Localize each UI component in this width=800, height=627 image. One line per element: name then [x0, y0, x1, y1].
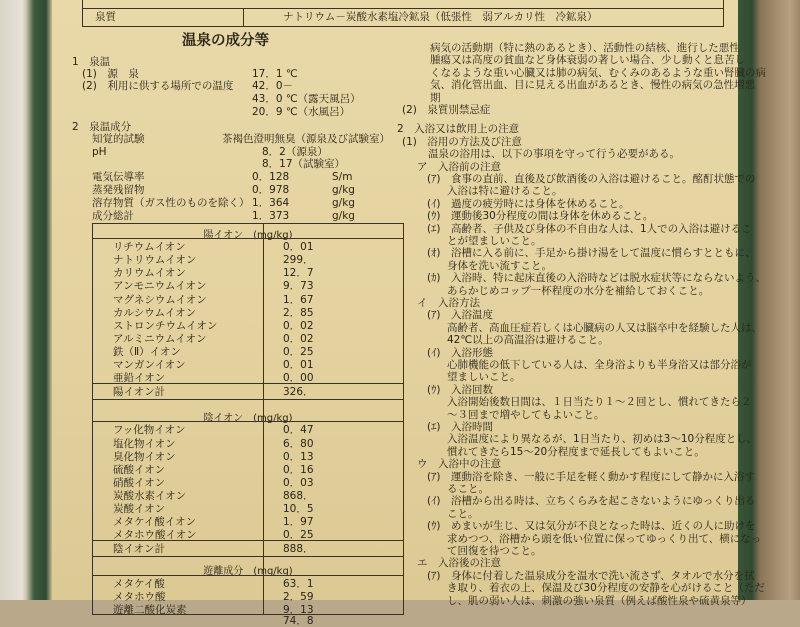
conductivity-label: 電気伝導率	[92, 171, 145, 183]
notice-text-line: 2 入浴又は飲用上の注意	[397, 123, 520, 136]
ion-value: 0．47	[283, 424, 314, 437]
ion-total-label: 陰イオン計	[113, 543, 166, 556]
ion-value: 0．01	[283, 241, 314, 254]
use-temp-label: (2) 利用に供する場所での温度	[82, 80, 234, 92]
anion-total-row	[93, 541, 403, 554]
notice-text-line: とが望ましいこと。	[447, 235, 542, 247]
notice-text-line: (ｳ) めまいが生じ、又は気分が不良となった時は、近くの人に助けを	[427, 520, 756, 533]
ion-value: 0．13	[283, 450, 314, 463]
notice-text-line: こと。	[447, 507, 479, 520]
ion-value: 0．25	[283, 345, 314, 358]
ion-table-rule	[93, 556, 403, 557]
ion-value: 0．25	[283, 529, 314, 542]
ion-value: 0．01	[283, 359, 314, 371]
ion-total-value: 326．	[283, 386, 314, 399]
anion-row	[93, 501, 403, 514]
ion-name: 炭酸水素イオン	[113, 489, 187, 502]
cation-row	[93, 278, 403, 291]
ion-total-value: 888．	[283, 543, 314, 556]
temp-heading: 1 泉温	[72, 56, 111, 68]
residue-value: 0．978	[252, 184, 290, 196]
ion-name: 塩化物イオン	[113, 437, 176, 450]
notice-text-line: 気、消化管出血、目に見える出血があるとき、慢性の病気の急性増悪	[430, 79, 756, 92]
sensory-test-label: 知覚的試験	[92, 133, 145, 145]
notice-text-line: 心肺機能の低下している人は、全身浴よりも半身浴又は部分浴が	[447, 359, 752, 371]
notice-text-line: (ｵ) 浴槽に入る前に、手足から掛け湯をして温度に慣らすとともに、	[427, 247, 756, 260]
ph-label: pH	[92, 146, 107, 158]
notice-text-line: エ 入浴後の注意	[417, 557, 501, 570]
ion-name: 硝酸イオン	[113, 476, 166, 489]
anion-header: 陰イオン (mg/kg)	[203, 413, 293, 425]
ion-name: メタケイ酸	[113, 577, 165, 590]
dissolved-value: 1．364	[252, 197, 290, 209]
anion-row	[93, 449, 403, 462]
free-component-header: 遊離成分 (mg/kg)	[203, 566, 293, 578]
cation-row	[93, 357, 403, 370]
ion-value: 9．13	[283, 603, 314, 616]
ion-value: 12．7	[283, 267, 314, 280]
anion-row	[93, 462, 403, 475]
ion-name: 臭化物イオン	[113, 450, 176, 463]
ion-value: 0．03	[283, 476, 314, 489]
ion-value: 2．59	[283, 590, 314, 603]
cation-row	[93, 370, 403, 383]
dissolved-unit: g/kg	[332, 197, 355, 209]
cation-row	[93, 252, 403, 265]
notice-text-line: イ 入浴方法	[417, 297, 480, 309]
ion-name: 遊離二酸化炭素	[113, 603, 187, 616]
total-value: 1．373	[252, 210, 290, 222]
spring-quality-header	[82, 0, 724, 27]
ion-value: 63．1	[283, 577, 314, 590]
notice-text-line: 入浴は特に避けること。	[447, 185, 563, 198]
ion-value: 0．16	[283, 463, 314, 476]
notice-text-line: (ｲ) 過度の疲労時には身体を休めること。	[427, 197, 630, 210]
free-component-row	[93, 589, 403, 602]
section-title: 温泉の成分等	[182, 33, 269, 49]
ion-name: ストロンチウムイオン	[113, 319, 218, 332]
source-temp-value: 17．1 ℃	[252, 68, 298, 80]
anion-row	[93, 514, 403, 527]
ion-table	[92, 223, 404, 627]
notice-text-line: ア 入浴前の注意	[417, 160, 501, 173]
notice-text-line: くなるような重い心臓又は肺の病気、むくみのあるような重い腎臓の病	[430, 66, 766, 79]
notice-text-line: 期	[430, 91, 441, 104]
notice-text-line: 望ましいこと。	[447, 371, 521, 384]
notice-text-line: (ｲ) 入浴形態	[427, 346, 493, 359]
ion-value: 868．	[283, 489, 314, 502]
notice-text-line: ～３回まで増やしてもよいこと。	[447, 408, 605, 421]
ion-value: 9．73	[283, 280, 314, 293]
ion-name: アンモニウムイオン	[113, 280, 207, 293]
conductivity-value: 0．128	[252, 171, 290, 183]
notice-text-line: (ｴ) 高齢者、子供及び身体の不自由な人は、1人での入浴は避けるこ	[427, 222, 752, 235]
notice-text-line: (2) 泉質別禁忌症	[402, 104, 491, 116]
notice-board	[52, 0, 766, 627]
free-component-row	[93, 576, 403, 589]
ion-name: マンガンイオン	[113, 359, 186, 371]
cation-total-row	[93, 384, 403, 397]
sensory-test-value: 茶褐色澄明無臭（源泉及び試験室）	[222, 133, 390, 145]
cation-row	[93, 305, 403, 318]
notice-text-line: (ｳ) 運動後30分程度の間は身体を休めること。	[427, 210, 654, 223]
ion-name: フッ化物イオン	[113, 424, 186, 437]
ion-name: アルミニウムイオン	[113, 332, 207, 345]
ion-value: 299．	[283, 254, 314, 267]
notice-text-line: (1) 浴用の方法及び注意	[402, 135, 522, 148]
ion-name: 鉄（Ⅱ）イオン	[113, 345, 181, 358]
notice-text-line: て回復を待つこと。	[447, 545, 542, 557]
notice-text-line: 高齢者、高血圧症若しくは心臓病の人又は脳卒中を経験した人は、	[447, 321, 762, 334]
cation-row	[93, 239, 403, 252]
conductivity-unit: S/m	[332, 171, 353, 183]
ion-total-label: 陽イオン計	[113, 386, 166, 399]
spring-quality-label: 泉質	[95, 11, 116, 23]
total-unit: g/kg	[332, 210, 355, 222]
cation-row	[93, 265, 403, 278]
ion-table-rule	[93, 399, 403, 400]
cation-row	[93, 331, 403, 344]
dissolved-label: 溶存物質（ガス性のものを除く）	[92, 197, 250, 209]
ion-value: 0．00	[283, 372, 314, 385]
anion-row	[93, 475, 403, 488]
free-partial-value: 74．8	[283, 614, 314, 627]
cation-row	[93, 318, 403, 331]
notice-text-line: (ｳ) 入浴回数	[427, 383, 493, 396]
notice-text-line: あらかじめコップ一杯程度の水分を補給しておくこと。	[447, 284, 710, 297]
notice-text-line: 入浴温度により異なるが、1日当たり、初めは3～10分程度とし、	[447, 433, 758, 446]
ion-value: 10．5	[283, 503, 314, 515]
anion-row	[93, 436, 403, 449]
ion-name: 硫酸イオン	[113, 463, 166, 476]
notice-text-line: 慣れてきたら15～20分程度まで延長してもよいこと。	[447, 445, 705, 458]
ion-value: 0．02	[283, 319, 314, 332]
ion-value: 2．85	[283, 306, 314, 319]
notice-text-line: 身体を洗い流すこと。	[447, 259, 552, 272]
cation-row	[93, 292, 403, 305]
ion-name: 炭酸イオン	[113, 503, 166, 515]
anion-row	[93, 527, 403, 540]
ion-name: マグネシウムイオン	[113, 293, 207, 306]
ion-value: 0．02	[283, 332, 314, 345]
ion-name: メタホウ酸	[113, 590, 166, 603]
use-temp-value-2: 43．0 ℃（露天風呂）	[252, 93, 361, 105]
notice-text-line: (ｶ) 入浴時、特に起床直後の入浴時などは脱水症状等にならないよう、	[427, 272, 766, 285]
ion-name: メタホウ酸イオン	[113, 529, 197, 542]
source-temp-label: (1) 源 泉	[82, 68, 139, 80]
notice-text-line: き取り、着衣の上、保温及び30分程度の安静を心がけること（ただ	[447, 582, 765, 595]
total-label: 成分総計	[92, 210, 134, 222]
notice-text-line: ウ 入浴中の注意	[417, 458, 501, 471]
spring-quality-value: ナトリウム－炭酸水素塩冷鉱泉（低張性 弱アルカリ性 冷鉱泉）	[283, 11, 598, 23]
cation-header: 陽イオン (mg/kg)	[203, 230, 293, 241]
ion-name: カリウムイオン	[113, 267, 186, 280]
notice-text-line: 病気の活動期（特に熱のあるとき）、活動性の結核、進行した悪性	[430, 42, 740, 54]
notice-text-line: 入浴開始後数日間は、１日当たり１～２回とし、慣れてきたら２	[447, 396, 752, 409]
ion-value: 1．97	[283, 516, 314, 529]
use-temp-value-3: 20．9 ℃（水風呂）	[252, 106, 351, 118]
notice-text-line: (ｲ) 浴槽から出る時は、立ちくらみを起こさないようにゆっくり出る	[427, 495, 756, 508]
notice-text-line: 求めつつ、浴槽から頭を低い位置に保ってゆっくり出て、横になっ	[447, 532, 762, 545]
ion-name: ナトリウムイオン	[113, 254, 197, 267]
cation-row	[93, 344, 403, 357]
residue-label: 蒸発残留物	[92, 184, 145, 196]
anion-row	[93, 422, 403, 435]
ph-value-1: 8．2（源泉）	[262, 146, 328, 158]
ion-name: カルシウムイオン	[113, 306, 197, 319]
ion-value: 6．80	[283, 437, 314, 450]
notice-text-line: 42℃以上の高温浴は避けること。	[447, 334, 609, 347]
components-heading: 2 泉温成分	[72, 121, 132, 133]
notice-text-line: (ｱ) 入浴温度	[427, 309, 493, 322]
use-temp-value-1: 42．0－	[252, 80, 294, 92]
ion-value: 1．67	[283, 293, 314, 306]
notice-text-line: (ｱ) 運動浴を除き、一般に手足を軽く動かす程度にして静かに入浴す	[427, 470, 756, 483]
ion-name: リチウムイオン	[113, 241, 186, 254]
notice-text-line: (ｱ) 食事の直前、直後及び飲酒後の入浴は避けること。酩酊状態での	[427, 173, 756, 185]
residue-unit: g/kg	[332, 184, 355, 196]
anion-row	[93, 488, 403, 501]
notice-text-line: (ｱ) 身体に付着した温泉成分を温水で洗い流さず、タオルで水分を拭	[427, 569, 755, 582]
notice-text-line: 温泉の浴用は、以下の事項を守って行う必要がある。	[428, 148, 680, 161]
notice-text-line: (ｴ) 入浴時間	[427, 421, 493, 433]
free-component-row	[93, 602, 403, 615]
notice-text-line: し、肌の弱い人は、刺激の強い泉質（例えば酸性泉や硫黄泉等）	[447, 594, 752, 607]
ion-name: メタケイ酸イオン	[113, 516, 196, 529]
ph-value-2: 8．17（試験室）	[262, 158, 346, 170]
notice-text-line: ること。	[447, 483, 489, 495]
ion-name: 亜鉛イオン	[113, 372, 166, 385]
notice-text-line: 腫瘍又は高度の貧血など身体衰弱の著しい場合、少し動くと息苦し	[430, 54, 745, 67]
